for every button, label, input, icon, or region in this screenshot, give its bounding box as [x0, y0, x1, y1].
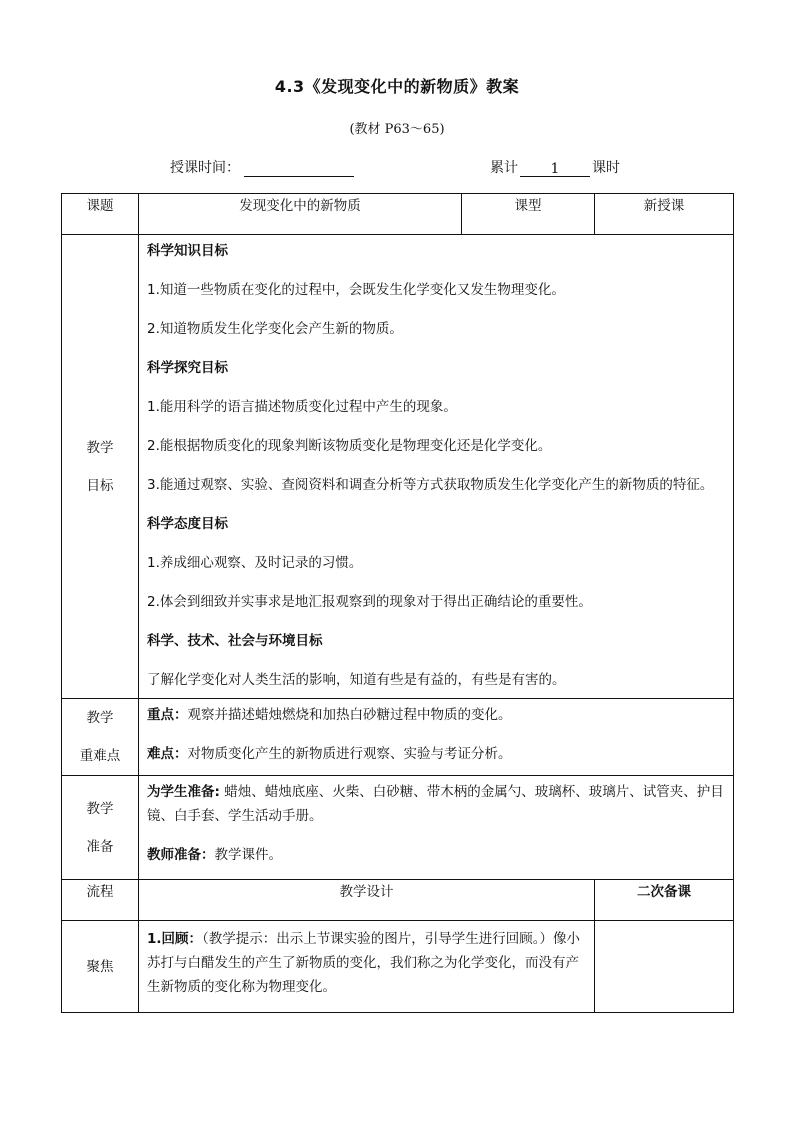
lesson-type-value: 新授课 — [595, 194, 734, 235]
lesson-type-label: 课型 — [462, 194, 595, 235]
objective-item: 2.体会到细致并实事求是地汇报观察到的现象对于得出正确结论的重要性。 — [147, 594, 592, 610]
heading-inquiry: 科学探究目标 — [147, 360, 228, 376]
topic-value: 发现变化中的新物质 — [139, 194, 462, 235]
row-objectives — [62, 235, 734, 699]
focus-label: 聚焦 — [62, 921, 139, 1013]
focus-second-prep — [595, 921, 734, 1013]
objective-item: 1.能用科学的语言描述物质变化过程中产生的现象。 — [147, 399, 457, 415]
lesson-time-label: 授课时间： — [170, 160, 240, 176]
textbook-pages: (教材 P63～65) — [349, 122, 445, 137]
lesson-time-blank — [244, 161, 354, 177]
key-point: 重点：观察并描述蜡烛燃烧和加热白砂糖过程中物质的变化。 — [147, 707, 512, 723]
row-topic — [62, 194, 734, 235]
lesson-total-value: 1 — [520, 161, 590, 177]
heading-attitude: 科学态度目标 — [147, 516, 228, 532]
key-points-content — [139, 699, 734, 776]
heading-knowledge: 科学知识目标 — [147, 243, 228, 259]
focus-content: 1.回顾：（教学提示：出示上节课实验的图片，引导学生进行回顾。）像小苏打与白醋发生的产生了新物质的变化，我们称之为化学变化，而没有产生新物质的变化称为物理变化。 — [139, 921, 595, 1013]
topic-label: 课题 — [62, 194, 139, 235]
row-preparation — [62, 776, 734, 880]
row-process-header — [62, 880, 734, 921]
preparation-content — [139, 776, 734, 880]
lesson-total — [490, 157, 620, 177]
objectives-content — [139, 235, 734, 699]
objective-item: 2.能根据物质变化的现象判断该物质变化是物理变化还是化学变化。 — [147, 438, 552, 454]
lesson-plan-table — [61, 193, 734, 1013]
objective-item: 了解化学变化对人类生活的影响，知道有些是有益的，有些是有害的。 — [147, 672, 566, 688]
row-key-points — [62, 699, 734, 776]
second-prep-label: 二次备课 — [595, 880, 734, 921]
page-title: 4.3《发现变化中的新物质》教案 — [274, 77, 520, 96]
objective-item: 2.知道物质发生化学变化会产生新的物质。 — [147, 321, 403, 337]
objective-item: 3.能通过观察、实验、查阅资料和调查分析等方式获取物质发生化学变化产生的新物质的特征。 — [147, 477, 714, 493]
process-label: 流程 — [62, 880, 139, 921]
lesson-time — [170, 157, 354, 177]
preparation-label: 教学 准备 — [62, 776, 139, 880]
heading-stse: 科学、技术、社会与环境目标 — [147, 633, 323, 649]
row-focus — [62, 921, 734, 1013]
student-preparation: 为学生准备: 蜡烛、蜡烛底座、火柴、白砂糖、带木柄的金属勺、玻璃杯、玻璃片、试管夹、护目镜、白手套、学生活动手册。 — [147, 784, 724, 824]
difficult-point: 难点：对物质变化产生的新物质进行观察、实验与考证分析。 — [147, 746, 512, 762]
teacher-preparation: 教师准备：教学课件。 — [147, 847, 282, 863]
lesson-total-prefix: 累计 — [490, 160, 518, 176]
objective-item: 1.知道一些物质在变化的过程中，会既发生化学变化又发生物理变化。 — [147, 282, 565, 298]
lesson-total-suffix: 课时 — [592, 160, 620, 176]
key-points-label: 教学 重难点 — [62, 699, 139, 776]
objectives-label: 教学 目标 — [62, 235, 139, 699]
design-label: 教学设计 — [139, 880, 595, 921]
objective-item: 1.养成细心观察、及时记录的习惯。 — [147, 555, 363, 571]
